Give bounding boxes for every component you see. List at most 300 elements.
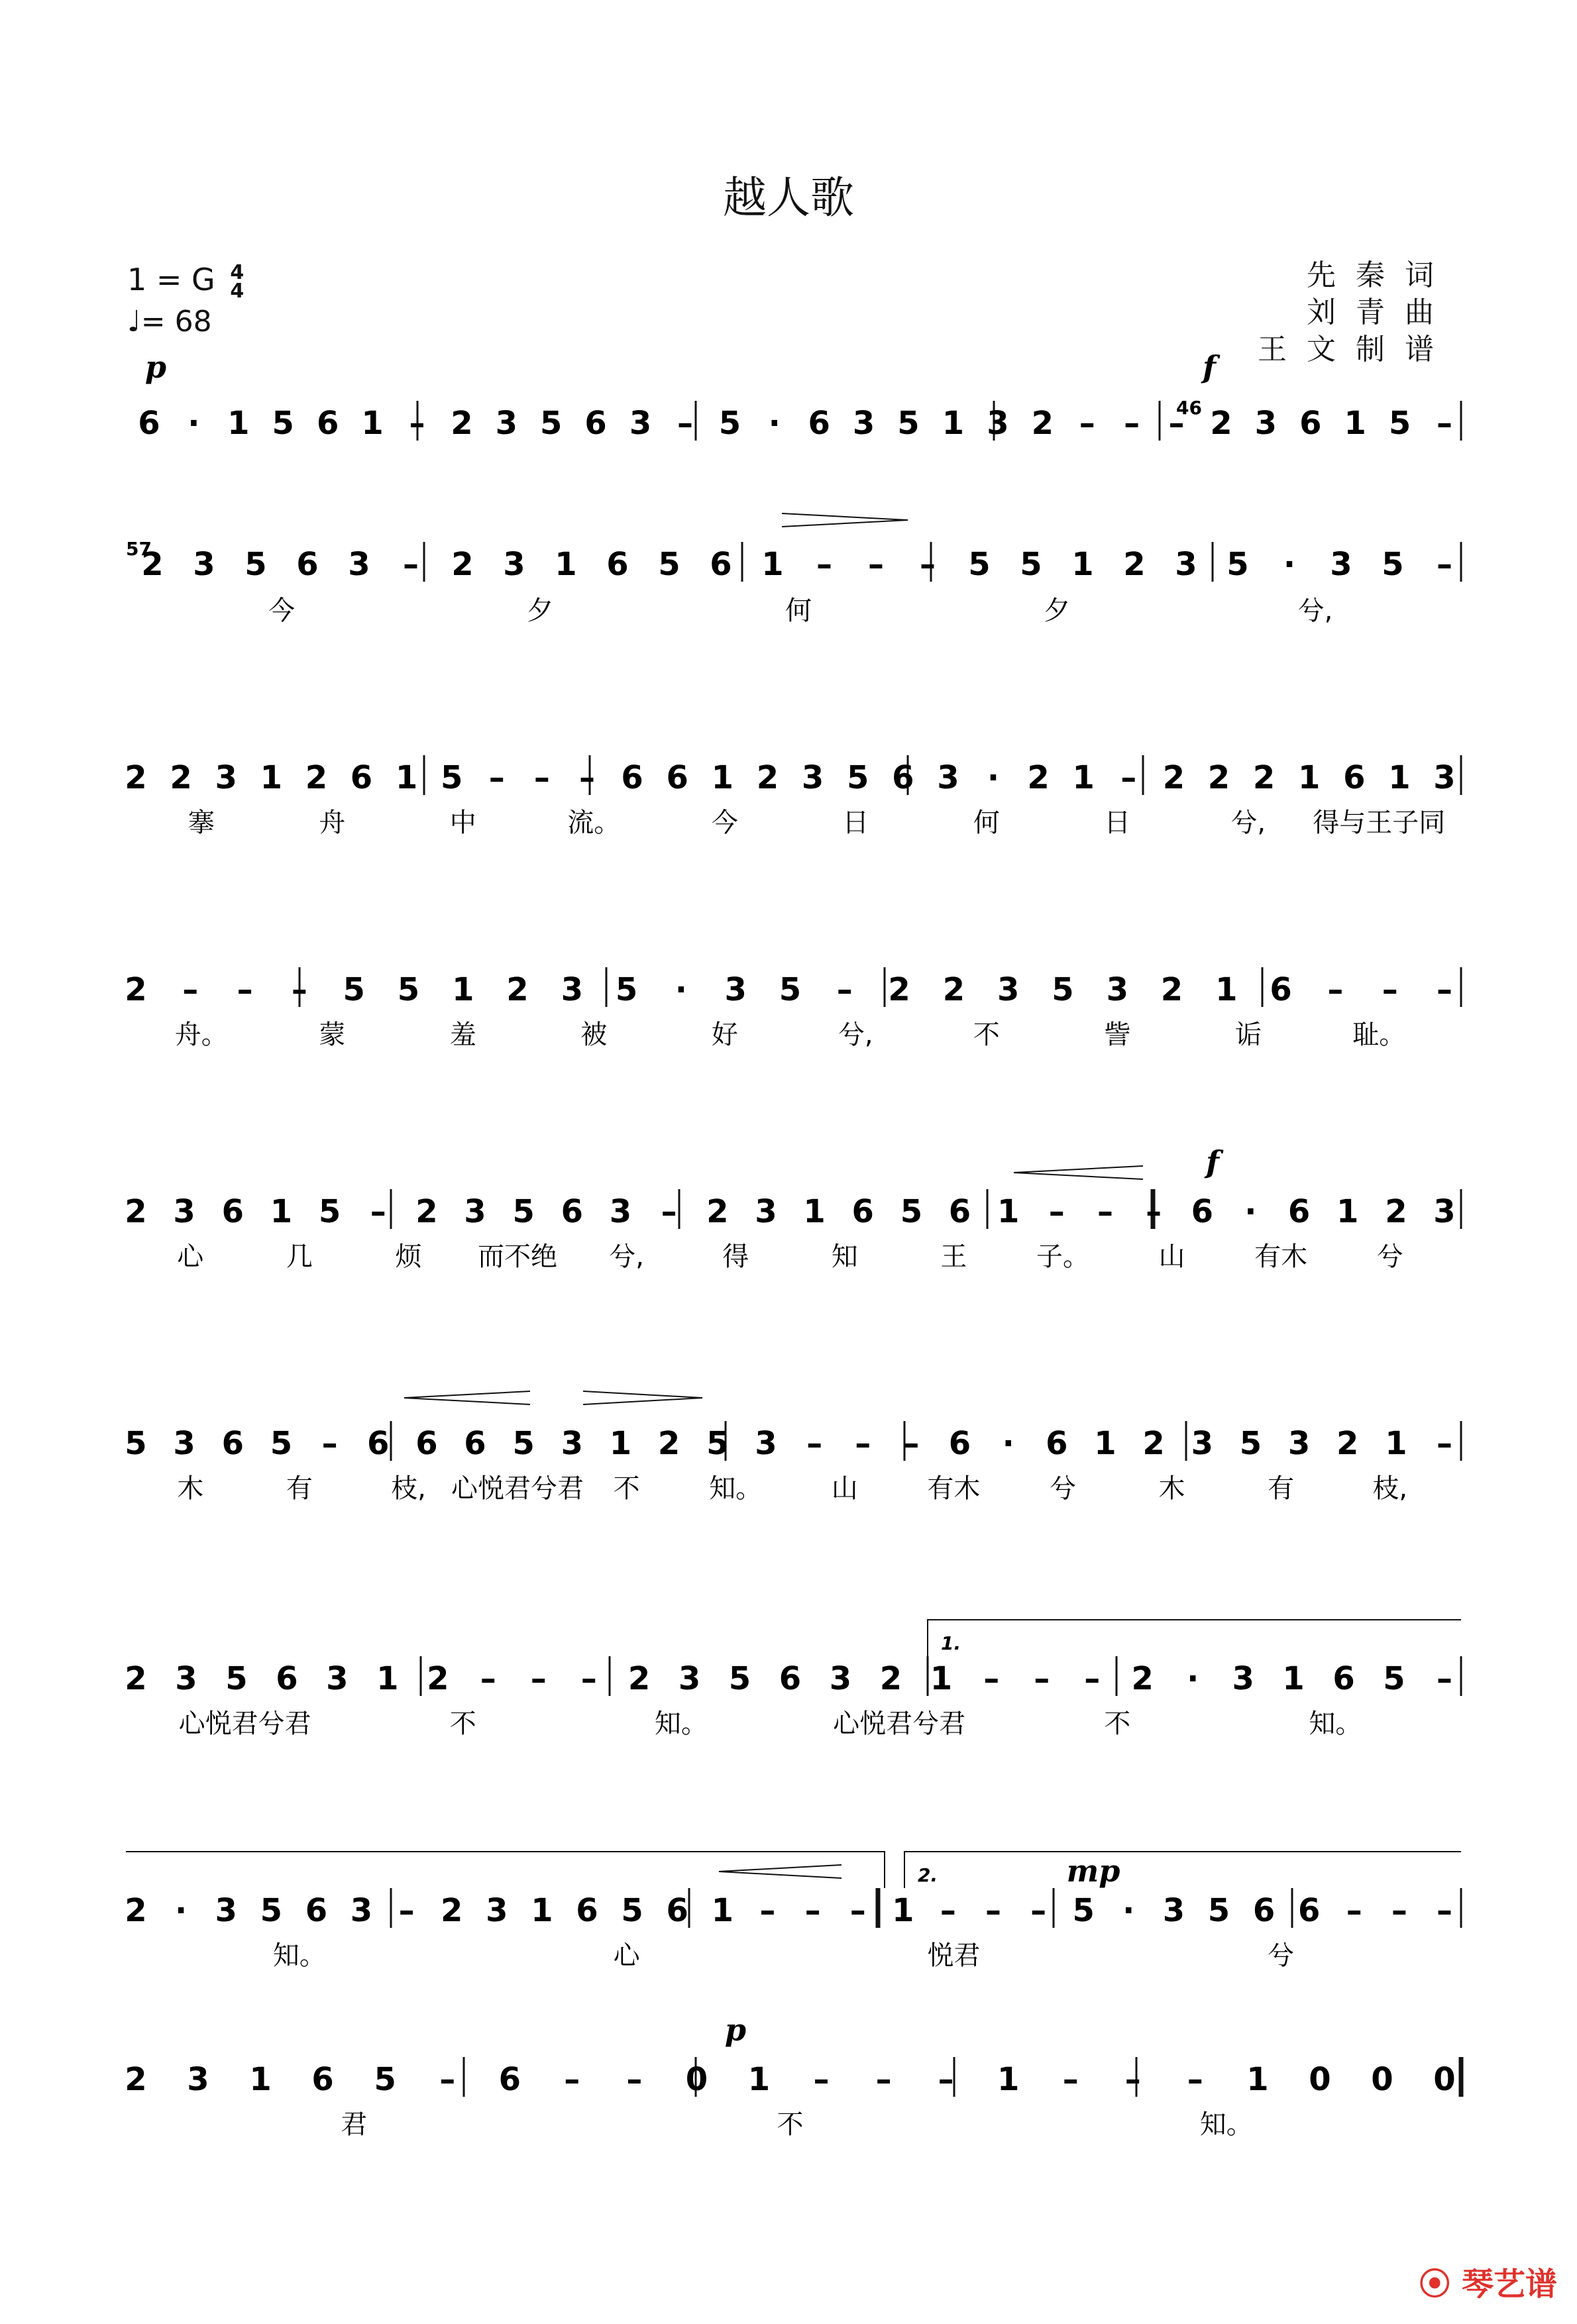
jianpu-note: 5 (125, 1425, 147, 1462)
jianpu-note: – (875, 2061, 892, 2098)
jianpu-note: 2 (451, 405, 473, 442)
lyric-syllable: 何 (785, 596, 812, 626)
jianpu-note: – (409, 405, 425, 442)
lyric-syllable: 搴 (188, 808, 215, 838)
jianpu-note: 3 (350, 1892, 373, 1929)
lyric-syllable: 得 (722, 1241, 749, 1272)
jianpu-note: 5 (512, 1425, 535, 1462)
jianpu-note: – (480, 1660, 496, 1697)
jianpu-note: 1 (930, 1660, 953, 1697)
lyric-syllable: 诟 (1234, 1020, 1262, 1050)
jianpu-note: 2 (1207, 759, 1230, 796)
lyric-syllable: 蒙 (319, 1020, 346, 1050)
jianpu-note: 5 (440, 759, 463, 796)
lyric-syllable: 不 (973, 1020, 1000, 1050)
jianpu-note: – (1437, 546, 1452, 583)
jianpu-note: 3 (829, 1660, 852, 1697)
jianpu-note: 3 (1433, 1193, 1456, 1230)
jianpu-note: 6 (366, 1425, 390, 1462)
jianpu-note: 0 (685, 2061, 708, 2098)
jianpu-note: 6 (296, 546, 319, 583)
jianpu-note: 3 (629, 405, 652, 442)
lyric-syllable: 兮, (609, 1241, 644, 1272)
jianpu-note: – (806, 1425, 823, 1462)
jianpu-note: – (1187, 2061, 1203, 2098)
lyric-syllable: 何 (973, 808, 1000, 838)
jianpu-note: 6 (221, 1425, 245, 1462)
jianpu-note: – (1079, 405, 1095, 442)
jianpu-note: – (1382, 971, 1398, 1008)
lyric-syllable: 知。 (654, 1709, 708, 1739)
volta-second-label: 2. (918, 1864, 938, 1886)
jianpu-note: 5 (374, 2061, 396, 2098)
jianpu-note: 6 (1287, 1193, 1311, 1230)
lyric-syllable: 烦 (395, 1241, 422, 1272)
jianpu-note: 1 (531, 1892, 553, 1929)
jianpu-note: 3 (937, 759, 959, 796)
jianpu-note: – (580, 1660, 597, 1697)
jianpu-note: 2 (1131, 1660, 1154, 1697)
jianpu-note: 6 (666, 759, 688, 796)
jianpu-note: 1 (892, 1892, 914, 1929)
jianpu-note: 2 (1336, 1425, 1359, 1462)
jianpu-note: 3 (486, 1892, 508, 1929)
logo-icon: ⦿ (1419, 2266, 1451, 2303)
jianpu-note: · (1244, 1193, 1257, 1230)
lyric-syllable: 知。 (1199, 2109, 1253, 2140)
jianpu-note: – (1437, 1425, 1452, 1462)
jianpu-note: – (804, 1892, 821, 1929)
dynamic-p-2: p (724, 2012, 747, 2048)
jianpu-note: 6 (851, 1193, 874, 1230)
jianpu-note: 6 (948, 1425, 971, 1462)
jianpu-note: – (677, 405, 693, 442)
jianpu-note: 1 (747, 2061, 771, 2098)
jianpu-note: – (1124, 2061, 1141, 2098)
jianpu-note: 3 (1162, 1892, 1185, 1929)
jianpu-note: 5 (272, 405, 294, 442)
jianpu-note: 3 (215, 1892, 237, 1929)
jianpu-note: 3 (348, 546, 370, 583)
jianpu-note: 0 (1371, 2061, 1393, 2098)
jianpu-note: – (1437, 1892, 1452, 1929)
lyric-syllable: 君 (341, 2109, 368, 2140)
jianpu-note: 5 (1239, 1425, 1262, 1462)
lyric-syllable: 兮, (1297, 596, 1333, 626)
lyric-syllable: 子。 (1036, 1241, 1089, 1272)
jianpu-note: – (370, 1193, 386, 1230)
jianpu-note: 3 (997, 971, 1020, 1008)
jianpu-note: 2 (125, 1892, 147, 1929)
jianpu-note: · (987, 759, 1000, 796)
credit-lyricist: 先秦词 (1307, 258, 1454, 292)
jianpu-note: – (321, 1425, 338, 1462)
jianpu-note: 5 (1383, 1660, 1405, 1697)
jianpu-note: – (983, 1660, 1000, 1697)
jianpu-note: 5 (897, 405, 920, 442)
lyric-syllable: 而不绝 (478, 1241, 557, 1272)
lyric-syllable: 日 (1104, 808, 1131, 838)
jianpu-note: 2 (706, 1193, 729, 1230)
jianpu-note: 2 (657, 1425, 680, 1462)
jianpu-note: 3 (801, 759, 824, 796)
jianpu-note: 6 (584, 405, 607, 442)
jianpu-note: 3 (175, 1660, 197, 1697)
jianpu-note: 2 (1162, 759, 1185, 796)
lyric-syllable: 兮 (1050, 1473, 1076, 1504)
jianpu-note: 1 (711, 759, 734, 796)
jianpu-note: 1 (1215, 971, 1238, 1008)
dynamic-f-1: f (1203, 349, 1216, 385)
time-top: 4 (230, 260, 245, 284)
lyric-syllable: 知 (831, 1241, 858, 1272)
jianpu-note: – (579, 759, 595, 796)
jianpu-note: 6 (350, 759, 373, 796)
jianpu-note: 2 (1210, 405, 1232, 442)
jianpu-note: 3 (1106, 971, 1129, 1008)
jianpu-note: – (564, 2061, 580, 2098)
jianpu-note: – (920, 546, 936, 583)
jianpu-note: 1 (997, 2061, 1020, 2098)
jianpu-note: 6 (415, 1425, 438, 1462)
jianpu-note: – (439, 2061, 456, 2098)
lyric-syllable: 夕 (1044, 596, 1070, 626)
jianpu-note: 1 (1072, 759, 1095, 796)
lyric-syllable: 日 (842, 808, 869, 838)
jianpu-note: 1 (942, 405, 965, 442)
jianpu-note: 2 (942, 971, 965, 1008)
dynamic-mp: mp (1066, 1853, 1120, 1889)
jianpu-note: 5 (1072, 1892, 1095, 1929)
jianpu-note: 1 (1344, 405, 1366, 442)
lyric-syllable: 山 (831, 1473, 858, 1504)
lyric-syllable: 有木 (927, 1473, 981, 1504)
jianpu-note: – (938, 2061, 954, 2098)
lyric-syllable: 知。 (1309, 1709, 1362, 1739)
jianpu-note: – (855, 1425, 871, 1462)
lyric-syllable: 枝, (391, 1473, 426, 1504)
volta-first-label: 1. (941, 1632, 961, 1654)
jianpu-note: 6 (561, 1193, 584, 1230)
jianpu-note: 6 (1299, 405, 1322, 442)
jianpu-note: 3 (193, 546, 215, 583)
jianpu-note: 1 (609, 1425, 632, 1462)
jianpu-note: – (1346, 1892, 1362, 1929)
lyric-syllable: 兮, (1230, 808, 1266, 838)
credit-composer: 刘青曲 (1307, 295, 1454, 329)
lyric-syllable: 悦君 (927, 1940, 981, 1971)
logo-text: 琴艺谱 (1461, 2266, 1557, 2303)
jianpu-note: – (1084, 1660, 1101, 1697)
jianpu-note: 6 (606, 546, 629, 583)
jianpu-note: 3 (724, 971, 747, 1008)
jianpu-note: – (1391, 1892, 1407, 1929)
jianpu-note: 1 (452, 971, 474, 1008)
jianpu-note: 6 (138, 405, 160, 442)
jianpu-note: 2 (125, 1660, 147, 1697)
jianpu-note: 1 (711, 1892, 734, 1929)
lyric-syllable: 知。 (709, 1473, 763, 1504)
jianpu-note: 5 (1020, 546, 1042, 583)
lyric-syllable: 兮 (1268, 1940, 1295, 1971)
jianpu-note: 2 (125, 971, 147, 1008)
lyric-syllable: 枝, (1372, 1473, 1408, 1504)
lyric-syllable: 知。 (272, 1940, 326, 1971)
jianpu-note: 1 (395, 759, 418, 796)
jianpu-note: 5 (621, 1892, 643, 1929)
jianpu-note: 3 (678, 1660, 701, 1697)
jianpu-note: 6 (305, 1892, 328, 1929)
lyric-syllable: 耻。 (1352, 1020, 1406, 1050)
jianpu-note: 2 (627, 1660, 651, 1697)
jianpu-note: 5 (706, 1425, 729, 1462)
jianpu-note: 1 (260, 759, 283, 796)
score-title: 越人歌 (723, 172, 854, 223)
quarter-note-icon: ♩ (127, 305, 141, 339)
jianpu-note: 3 (755, 1193, 777, 1230)
jianpu-note: 5 (245, 546, 267, 583)
jianpu-note: 6 (621, 759, 643, 796)
lyric-syllable: 山 (1158, 1241, 1185, 1272)
jianpu-note: 3 (495, 405, 518, 442)
jianpu-note: – (291, 971, 307, 1008)
jianpu-note: 6 (1046, 1425, 1068, 1462)
jianpu-note: 6 (498, 2061, 521, 2098)
jianpu-note: 2 (305, 759, 328, 796)
jianpu-note: 6 (1252, 1892, 1276, 1929)
jianpu-note: 2 (756, 759, 779, 796)
jianpu-note: 3 (173, 1425, 195, 1462)
jianpu-note: 2 (125, 2061, 147, 2098)
jianpu-note: – (1062, 2061, 1079, 2098)
jianpu-note: – (1030, 1892, 1047, 1929)
lyric-syllable: 不 (777, 2109, 804, 2140)
jianpu-note: 2 (440, 1892, 463, 1929)
jianpu-note: 1 (361, 405, 384, 442)
jianpu-note: 1 (997, 1193, 1020, 1230)
jianpu-note: 3 (187, 2061, 209, 2098)
lyric-syllable: 今 (711, 808, 738, 838)
jianpu-note: 2 (427, 1660, 449, 1697)
dynamic-f-2: f (1206, 1144, 1219, 1180)
jianpu-note: · (1122, 1892, 1135, 1929)
jianpu-note: 1 (1385, 1425, 1407, 1462)
jianpu-note: 2 (125, 1193, 147, 1230)
jianpu-note: – (182, 971, 199, 1008)
key-text: 1 = G (127, 262, 215, 297)
jianpu-note: 5 (728, 1660, 751, 1697)
lyric-syllable: 被 (580, 1020, 608, 1050)
jianpu-note: – (985, 1892, 1001, 1929)
jianpu-note: 6 (892, 759, 914, 796)
jianpu-note: 3 (326, 1660, 349, 1697)
tempo-value: = 68 (140, 305, 212, 339)
lyric-syllable: 心悦君兮君 (178, 1709, 311, 1739)
jianpu-note: 6 (1191, 1193, 1214, 1230)
jianpu-note: 6 (316, 405, 339, 442)
jianpu-note: 2 (506, 971, 529, 1008)
jianpu-note: 2 (451, 546, 474, 583)
jianpu-note: – (1146, 1193, 1162, 1230)
lyric-syllable: 流。 (567, 808, 621, 838)
jianpu-note: 2 (1123, 546, 1146, 583)
lyric-syllable: 心 (177, 1241, 204, 1272)
jianpu-note: 3 (173, 1193, 195, 1230)
lyric-syllable: 中 (449, 808, 476, 838)
lyric-syllable: 夕 (527, 596, 553, 626)
lyric-syllable: 木 (1158, 1473, 1185, 1504)
jianpu-note: 6 (1270, 971, 1292, 1008)
lyric-syllable: 舟。 (174, 1020, 228, 1050)
jianpu-note: – (1437, 405, 1452, 442)
jianpu-note: – (237, 971, 253, 1008)
jianpu-note: 2 (415, 1193, 438, 1230)
lyric-syllable: 好 (711, 1020, 738, 1050)
measure-number-46: 46 (1176, 397, 1202, 419)
jianpu-note: 2 (141, 546, 164, 583)
lyric-syllable: 有 (286, 1473, 313, 1504)
jianpu-note: 5 (900, 1193, 923, 1230)
lyric-syllable: 兮 (1376, 1241, 1403, 1272)
jianpu-note: 6 (779, 1660, 802, 1697)
jianpu-note: 6 (276, 1660, 298, 1697)
jianpu-note: 3 (561, 971, 584, 1008)
jianpu-note: – (1097, 1193, 1113, 1230)
jianpu-note: 3 (1330, 546, 1352, 583)
lyric-syllable: 今 (268, 596, 295, 626)
jianpu-note: – (1048, 1193, 1065, 1230)
lyric-syllable: 不 (1104, 1709, 1131, 1739)
lyric-syllable: 心悦君兮君 (451, 1473, 584, 1504)
jianpu-note: 2 (170, 759, 192, 796)
jianpu-note: – (940, 1892, 956, 1929)
jianpu-note: 0 (1433, 2061, 1456, 2098)
jianpu-note: 6 (1343, 759, 1366, 796)
jianpu-note: · (1187, 1660, 1199, 1697)
jianpu-note: – (403, 546, 419, 583)
lyric-syllable: 心悦君兮君 (833, 1709, 966, 1739)
jianpu-note: – (813, 2061, 830, 2098)
jianpu-note: 1 (376, 1660, 399, 1697)
jianpu-note: – (398, 1892, 415, 1929)
jianpu-note: 5 (779, 971, 802, 1008)
jianpu-note: 3 (215, 759, 237, 796)
jianpu-note: 2 (879, 1660, 902, 1697)
lyric-syllable: 几 (286, 1241, 313, 1272)
measure-number-57: 57 (126, 538, 152, 560)
time-bottom: 4 (230, 279, 245, 303)
jianpu-note: 5 (318, 1193, 341, 1230)
jianpu-note: 6 (666, 1892, 688, 1929)
jianpu-note: 3 (1287, 1425, 1311, 1462)
jianpu-note: · (174, 1892, 188, 1929)
jianpu-note: 3 (987, 405, 1009, 442)
lyric-syllable: 王 (940, 1241, 967, 1272)
jianpu-note: 3 (1191, 1425, 1214, 1462)
jianpu-note: 3 (1175, 546, 1197, 583)
lyric-syllable: 不 (613, 1473, 640, 1504)
jianpu-note: – (488, 759, 505, 796)
jianpu-note: 1 (761, 546, 784, 583)
jianpu-note: 5 (225, 1660, 248, 1697)
jianpu-note: – (1437, 971, 1452, 1008)
jianpu-note: 1 (1297, 759, 1321, 796)
jianpu-note: 6 (311, 2061, 334, 2098)
jianpu-note: 5 (658, 546, 680, 583)
jianpu-note: – (868, 546, 884, 583)
jianpu-note: 3 (503, 546, 525, 583)
lyric-syllable: 不 (449, 1709, 476, 1739)
jianpu-note: 1 (1336, 1193, 1359, 1230)
jianpu-note: – (1120, 759, 1137, 796)
jianpu-note: 2 (1027, 759, 1050, 796)
lyric-syllable: 有木 (1254, 1241, 1308, 1272)
jianpu-note: 3 (609, 1193, 632, 1230)
jianpu-note: · (1283, 546, 1296, 583)
jianpu-note: 5 (512, 1193, 535, 1230)
jianpu-note: 3 (561, 1425, 584, 1462)
jianpu-note: – (530, 1660, 547, 1697)
lyric-syllable: 羞 (449, 1020, 476, 1050)
jianpu-note: 5 (846, 759, 869, 796)
jianpu-note: 1 (555, 546, 577, 583)
jianpu-note: 5 (270, 1425, 293, 1462)
jianpu-note: – (1327, 971, 1344, 1008)
jianpu-note: – (1168, 405, 1185, 442)
jianpu-note: 5 (1388, 405, 1411, 442)
jianpu-note: 6 (710, 546, 732, 583)
jianpu-note: 2 (1142, 1425, 1165, 1462)
lyric-syllable: 兮, (838, 1020, 873, 1050)
jianpu-note: 2 (1031, 405, 1054, 442)
jianpu-note: 5 (968, 546, 991, 583)
jianpu-note: 3 (852, 405, 875, 442)
credit-arranger: 王文制谱 (1258, 333, 1454, 366)
jianpu-note: 6 (1332, 1660, 1355, 1697)
jianpu-note: 2 (1252, 759, 1276, 796)
jianpu-note: · (1002, 1425, 1014, 1462)
lyric-syllable: 心 (613, 1940, 640, 1971)
jianpu-note: 1 (803, 1193, 826, 1230)
lyric-syllable: 木 (177, 1473, 204, 1504)
jianpu-note: 1 (1282, 1660, 1305, 1697)
jianpu-note: 5 (397, 971, 420, 1008)
jianpu-note: · (188, 405, 200, 442)
lyric-syllable: 舟 (319, 808, 346, 838)
jianpu-note: 1 (227, 405, 250, 442)
jianpu-note: 6 (1297, 1892, 1321, 1929)
jianpu-note: 2 (1385, 1193, 1407, 1230)
jianpu-note: 6 (808, 405, 830, 442)
jianpu-note: 2 (1160, 971, 1183, 1008)
jianpu-note: – (661, 1193, 677, 1230)
lyric-syllable: 得与王子同 (1313, 808, 1446, 838)
jianpu-note: 6 (221, 1193, 245, 1230)
jianpu-note: 3 (464, 1193, 486, 1230)
jianpu-note: 5 (1226, 546, 1249, 583)
jianpu-note: 5 (1052, 971, 1074, 1008)
jianpu-note: – (533, 759, 550, 796)
dynamic-p-1: p (144, 349, 167, 385)
jianpu-note: 1 (1388, 759, 1411, 796)
jianpu-note: · (768, 405, 781, 442)
jianpu-note: 5 (539, 405, 563, 442)
jianpu-note: · (675, 971, 688, 1008)
jianpu-note: – (1437, 1660, 1452, 1697)
jianpu-note: 0 (1309, 2061, 1331, 2098)
lyric-syllable: 有 (1268, 1473, 1295, 1504)
jianpu-note: 2 (125, 759, 147, 796)
